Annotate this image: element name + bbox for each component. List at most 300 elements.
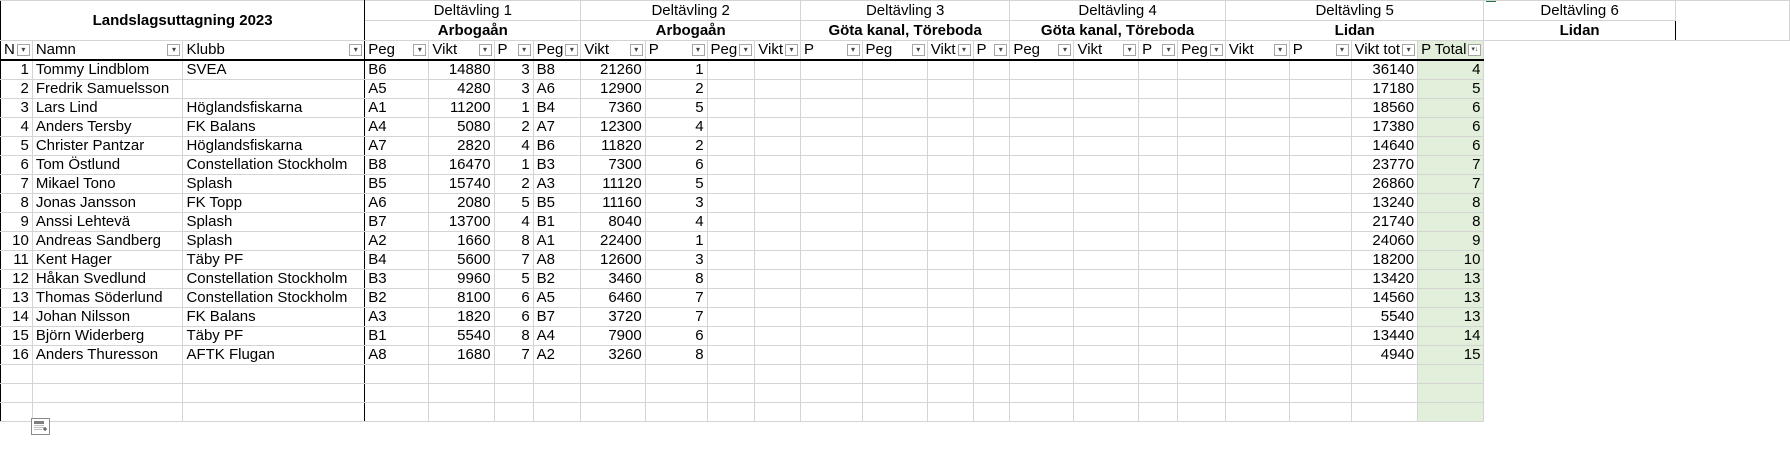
cell-vikt-1[interactable]: 11200 [429,99,494,118]
empty-cell[interactable] [494,403,533,422]
cell-nr[interactable]: 14 [1,308,33,327]
cell-vikt-6[interactable] [1225,175,1289,194]
filter-dropdown-icon[interactable]: ▾ [565,44,578,56]
empty-cell[interactable] [183,365,365,384]
table-row[interactable] [1,80,1790,99]
cell-p-total[interactable]: 13 [1418,270,1484,289]
cell-namn[interactable]: Kent Hager [32,251,183,270]
cell-p-5[interactable] [1139,232,1178,251]
cell-p-3[interactable] [800,156,862,175]
cell-peg-3[interactable] [707,156,755,175]
cell-vikt-6[interactable] [1225,80,1289,99]
cell-peg-5[interactable] [1010,251,1074,270]
cell-p-4[interactable] [973,270,1010,289]
empty-cell[interactable] [800,365,862,384]
cell-klubb[interactable]: Constellation Stockholm [183,289,365,308]
cell-peg-3[interactable] [707,137,755,156]
empty-cell[interactable] [1,384,33,403]
cell-klubb[interactable]: Höglandsfiskarna [183,99,365,118]
cell-p-2[interactable]: 3 [645,251,707,270]
cell-p-1[interactable]: 2 [494,175,533,194]
cell-p-2[interactable]: 6 [645,327,707,346]
cell-p-2[interactable]: 7 [645,308,707,327]
table-row[interactable] [1,289,1790,308]
cell-p-3[interactable] [800,327,862,346]
event-name-2[interactable]: Deltävling 2 [581,1,801,21]
empty-cell[interactable] [494,365,533,384]
table-row[interactable] [1,232,1790,251]
filter-dropdown-icon[interactable]: ▾ [847,44,860,56]
empty-cell[interactable] [1225,384,1289,403]
filter-dropdown-icon[interactable]: ▾ [785,44,798,56]
cell-p-1[interactable]: 7 [494,346,533,365]
empty-cell[interactable] [494,384,533,403]
table-row[interactable] [1,137,1790,156]
cell-p-5[interactable] [1139,60,1178,80]
cell-peg-1[interactable]: A5 [365,80,429,99]
cell-peg-4[interactable] [862,270,927,289]
table-row[interactable] [1,213,1790,232]
cell-nr[interactable]: 1 [1,60,33,80]
cell-p-1[interactable]: 1 [494,99,533,118]
quick-analysis-icon[interactable] [31,418,50,435]
empty-cell[interactable] [1,365,33,384]
cell-vikt-1[interactable]: 13700 [429,213,494,232]
cell-klubb[interactable]: SVEA [183,60,365,80]
cell-vikt-5[interactable] [1074,175,1139,194]
empty-cell[interactable] [1010,384,1074,403]
cell-peg-6[interactable] [1178,308,1226,327]
empty-cell[interactable] [1289,384,1351,403]
table-row[interactable] [1,251,1790,270]
cell-p-1[interactable]: 8 [494,327,533,346]
header-p-4[interactable] [973,41,1010,61]
filter-dropdown-icon[interactable]: ▾ [1336,44,1349,56]
cell-vikt-3[interactable] [755,308,801,327]
table-row[interactable] [1,118,1790,137]
cell-vikt-2[interactable]: 12300 [581,118,645,137]
cell-p-2[interactable]: 8 [645,346,707,365]
header-vikt-3[interactable] [755,41,801,61]
cell-vikt-3[interactable] [755,232,801,251]
cell-peg-1[interactable]: B6 [365,60,429,80]
header-p-5[interactable] [1139,41,1178,61]
cell-p-5[interactable] [1139,194,1178,213]
empty-cell[interactable] [429,384,494,403]
empty-cell[interactable] [1418,365,1484,384]
cell-peg-2[interactable]: A3 [533,175,581,194]
empty-cell[interactable] [533,365,581,384]
cell-peg-4[interactable] [862,251,927,270]
empty-cell[interactable] [1289,403,1351,422]
event-venue-2[interactable]: Arbogaån [581,21,801,41]
empty-cell[interactable] [707,365,755,384]
cell-nr[interactable]: 8 [1,194,33,213]
cell-p-6[interactable] [1289,232,1351,251]
cell-vikt-tot[interactable]: 17180 [1351,80,1418,99]
filter-dropdown-icon[interactable]: ▾ [1058,44,1071,56]
cell-p-6[interactable] [1289,118,1351,137]
cell-vikt-5[interactable] [1074,213,1139,232]
cell-peg-1[interactable]: A1 [365,99,429,118]
cell-p-1[interactable]: 7 [494,251,533,270]
empty-cell[interactable] [645,384,707,403]
cell-p-total[interactable]: 15 [1418,346,1484,365]
cell-p-3[interactable] [800,346,862,365]
cell-p-4[interactable] [973,60,1010,80]
header-p-3[interactable] [800,41,862,61]
table-row[interactable] [1,60,1790,80]
cell-klubb[interactable]: FK Topp [183,194,365,213]
empty-cell[interactable] [32,384,183,403]
empty-cell[interactable] [973,365,1010,384]
cell-vikt-tot[interactable]: 13240 [1351,194,1418,213]
cell-klubb[interactable]: Constellation Stockholm [183,270,365,289]
cell-p-3[interactable] [800,175,862,194]
cell-vikt-1[interactable]: 4280 [429,80,494,99]
cell-p-6[interactable] [1289,80,1351,99]
empty-cell[interactable] [1351,384,1418,403]
cell-peg-2[interactable]: A5 [533,289,581,308]
cell-p-5[interactable] [1139,308,1178,327]
cell-p-4[interactable] [973,99,1010,118]
cell-vikt-4[interactable] [927,156,973,175]
cell-peg-2[interactable]: B5 [533,194,581,213]
cell-namn[interactable]: Tom Östlund [32,156,183,175]
empty-cell[interactable] [800,384,862,403]
cell-peg-4[interactable] [862,213,927,232]
cell-vikt-3[interactable] [755,270,801,289]
header-nr[interactable] [1,41,33,61]
cell-peg-5[interactable] [1010,346,1074,365]
cell-peg-3[interactable] [707,175,755,194]
cell-vikt-1[interactable]: 5080 [429,118,494,137]
cell-peg-3[interactable] [707,270,755,289]
cell-peg-5[interactable] [1010,213,1074,232]
cell-peg-2[interactable]: A7 [533,118,581,137]
cell-vikt-2[interactable]: 7360 [581,99,645,118]
cell-peg-6[interactable] [1178,289,1226,308]
cell-namn[interactable]: Fredrik Samuelsson [32,80,183,99]
cell-vikt-3[interactable] [755,118,801,137]
cell-namn[interactable]: Anders Tersby [32,118,183,137]
cell-vikt-3[interactable] [755,251,801,270]
empty-cell[interactable] [365,384,429,403]
empty-cell[interactable] [183,403,365,422]
cell-peg-4[interactable] [862,99,927,118]
cell-vikt-6[interactable] [1225,270,1289,289]
cell-peg-6[interactable] [1178,327,1226,346]
event-venue-5[interactable]: Lidan [1225,21,1484,41]
empty-cell[interactable] [533,403,581,422]
cell-p-4[interactable] [973,327,1010,346]
table-row[interactable] [1,99,1790,118]
cell-p-2[interactable]: 5 [645,175,707,194]
cell-p-5[interactable] [1139,156,1178,175]
cell-vikt-2[interactable]: 7900 [581,327,645,346]
cell-vikt-6[interactable] [1225,213,1289,232]
empty-cell[interactable] [1289,365,1351,384]
event-name-6[interactable]: Deltävling 6 [1484,1,1675,21]
empty-cell[interactable] [1074,365,1139,384]
cell-peg-6[interactable] [1178,270,1226,289]
cell-p-6[interactable] [1289,99,1351,118]
cell-vikt-3[interactable] [755,194,801,213]
cell-vikt-2[interactable]: 21260 [581,60,645,80]
cell-klubb[interactable] [183,80,365,99]
header-namn[interactable] [32,41,183,61]
cell-p-2[interactable]: 2 [645,137,707,156]
cell-vikt-2[interactable]: 6460 [581,289,645,308]
empty-cell[interactable] [1351,365,1418,384]
cell-vikt-5[interactable] [1074,346,1139,365]
cell-peg-2[interactable]: A6 [533,80,581,99]
filter-dropdown-icon[interactable]: ▾ [912,44,925,56]
cell-p-3[interactable] [800,118,862,137]
cell-vikt-3[interactable] [755,156,801,175]
empty-cell[interactable] [755,365,801,384]
cell-p-4[interactable] [973,118,1010,137]
cell-peg-6[interactable] [1178,251,1226,270]
cell-peg-5[interactable] [1010,156,1074,175]
filter-dropdown-icon[interactable]: ▾ [413,44,426,56]
cell-peg-4[interactable] [862,346,927,365]
filter-dropdown-icon[interactable]: ▾ [739,44,752,56]
cell-klubb[interactable]: Höglandsfiskarna [183,137,365,156]
filter-dropdown-icon[interactable]: ▾ [1210,44,1223,56]
cell-p-2[interactable]: 7 [645,289,707,308]
cell-vikt-1[interactable]: 5540 [429,327,494,346]
empty-cell[interactable] [1178,403,1226,422]
cell-p-1[interactable]: 6 [494,308,533,327]
cell-peg-2[interactable]: A4 [533,327,581,346]
cell-p-5[interactable] [1139,213,1178,232]
empty-cell[interactable] [862,403,927,422]
cell-klubb[interactable]: Splash [183,213,365,232]
header-vikt-5[interactable] [1074,41,1139,61]
cell-namn[interactable]: Andreas Sandberg [32,232,183,251]
cell-p-3[interactable] [800,194,862,213]
cell-p-2[interactable]: 4 [645,213,707,232]
cell-peg-4[interactable] [862,289,927,308]
cell-p-1[interactable]: 2 [494,118,533,137]
cell-vikt-1[interactable]: 1820 [429,308,494,327]
event-name-4[interactable]: Deltävling 4 [1010,1,1226,21]
cell-p-3[interactable] [800,251,862,270]
cell-vikt-3[interactable] [755,99,801,118]
cell-p-2[interactable]: 5 [645,99,707,118]
cell-vikt-4[interactable] [927,270,973,289]
cell-nr[interactable]: 7 [1,175,33,194]
cell-vikt-4[interactable] [927,232,973,251]
empty-cell[interactable] [32,365,183,384]
header-p-6[interactable] [1289,41,1351,61]
cell-vikt-5[interactable] [1074,289,1139,308]
cell-vikt-tot[interactable]: 21740 [1351,213,1418,232]
filter-dropdown-icon[interactable]: ▾ [692,44,705,56]
cell-nr[interactable]: 11 [1,251,33,270]
cell-peg-5[interactable] [1010,270,1074,289]
cell-p-total[interactable]: 9 [1418,232,1484,251]
cell-vikt-tot[interactable]: 18560 [1351,99,1418,118]
table-row[interactable] [1,194,1790,213]
cell-vikt-6[interactable] [1225,346,1289,365]
cell-vikt-tot[interactable]: 4940 [1351,346,1418,365]
cell-vikt-6[interactable] [1225,289,1289,308]
filter-dropdown-icon[interactable]: ▾ [1274,44,1287,56]
filter-dropdown-icon[interactable]: ▾ [958,44,971,56]
cell-peg-3[interactable] [707,346,755,365]
cell-namn[interactable]: Jonas Jansson [32,194,183,213]
cell-peg-5[interactable] [1010,60,1074,80]
cell-p-5[interactable] [1139,251,1178,270]
totals-header-blank[interactable] [1675,1,1789,41]
cell-klubb[interactable]: AFTK Flugan [183,346,365,365]
cell-peg-4[interactable] [862,60,927,80]
cell-peg-3[interactable] [707,60,755,80]
cell-p-total[interactable]: 14 [1418,327,1484,346]
cell-peg-6[interactable] [1178,194,1226,213]
cell-peg-1[interactable]: A2 [365,232,429,251]
cell-vikt-tot[interactable]: 26860 [1351,175,1418,194]
cell-peg-4[interactable] [862,308,927,327]
cell-vikt-5[interactable] [1074,308,1139,327]
cell-vikt-6[interactable] [1225,232,1289,251]
cell-namn[interactable]: Christer Pantzar [32,137,183,156]
cell-vikt-4[interactable] [927,251,973,270]
cell-p-total[interactable]: 6 [1418,118,1484,137]
cell-peg-6[interactable] [1178,137,1226,156]
empty-cell[interactable] [365,365,429,384]
cell-peg-5[interactable] [1010,137,1074,156]
cell-peg-3[interactable] [707,289,755,308]
cell-vikt-4[interactable] [927,289,973,308]
cell-vikt-5[interactable] [1074,99,1139,118]
cell-p-total[interactable]: 13 [1418,289,1484,308]
cell-p-1[interactable]: 4 [494,213,533,232]
cell-peg-1[interactable]: A6 [365,194,429,213]
cell-peg-6[interactable] [1178,213,1226,232]
cell-peg-3[interactable] [707,194,755,213]
cell-namn[interactable]: Johan Nilsson [32,308,183,327]
cell-p-2[interactable]: 1 [645,232,707,251]
cell-vikt-6[interactable] [1225,137,1289,156]
filter-dropdown-icon[interactable]: ▾ [479,44,492,56]
cell-p-3[interactable] [800,289,862,308]
cell-vikt-2[interactable]: 11160 [581,194,645,213]
cell-peg-5[interactable] [1010,232,1074,251]
cell-peg-3[interactable] [707,308,755,327]
cell-p-6[interactable] [1289,60,1351,80]
cell-p-total[interactable]: 5 [1418,80,1484,99]
cell-peg-4[interactable] [862,175,927,194]
cell-vikt-6[interactable] [1225,99,1289,118]
cell-peg-4[interactable] [862,232,927,251]
empty-cell[interactable] [365,403,429,422]
cell-p-total[interactable]: 8 [1418,194,1484,213]
cell-p-4[interactable] [973,346,1010,365]
cell-p-1[interactable]: 6 [494,289,533,308]
cell-vikt-6[interactable] [1225,156,1289,175]
filter-dropdown-icon[interactable]: ▾ [167,44,180,56]
header-klubb[interactable] [183,41,365,61]
cell-p-4[interactable] [973,156,1010,175]
cell-vikt-tot[interactable]: 13420 [1351,270,1418,289]
cell-p-total[interactable]: 6 [1418,99,1484,118]
filter-dropdown-icon[interactable]: ▾ [349,44,362,56]
cell-vikt-4[interactable] [927,194,973,213]
cell-p-2[interactable]: 2 [645,80,707,99]
cell-nr[interactable]: 16 [1,346,33,365]
empty-cell[interactable] [1139,365,1178,384]
cell-vikt-5[interactable] [1074,232,1139,251]
cell-p-6[interactable] [1289,327,1351,346]
filter-dropdown-icon[interactable]: ▾ [630,44,643,56]
table-row[interactable] [1,308,1790,327]
cell-peg-2[interactable]: A1 [533,232,581,251]
cell-vikt-1[interactable]: 2080 [429,194,494,213]
empty-cell[interactable] [32,403,183,422]
cell-peg-4[interactable] [862,80,927,99]
empty-cell[interactable] [707,384,755,403]
cell-vikt-3[interactable] [755,346,801,365]
cell-peg-1[interactable]: B4 [365,251,429,270]
cell-peg-2[interactable]: A2 [533,346,581,365]
cell-p-2[interactable]: 4 [645,118,707,137]
cell-vikt-5[interactable] [1074,60,1139,80]
cell-vikt-tot[interactable]: 14560 [1351,289,1418,308]
cell-peg-3[interactable] [707,213,755,232]
cell-vikt-6[interactable] [1225,118,1289,137]
cell-vikt-4[interactable] [927,80,973,99]
cell-peg-3[interactable] [707,327,755,346]
empty-cell[interactable] [533,384,581,403]
cell-vikt-1[interactable]: 8100 [429,289,494,308]
cell-p-5[interactable] [1139,327,1178,346]
cell-p-4[interactable] [973,137,1010,156]
cell-p-6[interactable] [1289,175,1351,194]
cell-vikt-1[interactable]: 5600 [429,251,494,270]
cell-p-2[interactable]: 8 [645,270,707,289]
header-p-total[interactable] [1418,41,1484,61]
cell-p-4[interactable] [973,251,1010,270]
cell-peg-1[interactable]: B7 [365,213,429,232]
cell-p-2[interactable]: 6 [645,156,707,175]
cell-p-3[interactable] [800,99,862,118]
cell-p-6[interactable] [1289,308,1351,327]
event-venue-1[interactable]: Arbogaån [365,21,581,41]
empty-cell[interactable] [581,365,645,384]
cell-p-6[interactable] [1289,137,1351,156]
empty-row[interactable] [1,365,1790,384]
cell-vikt-4[interactable] [927,118,973,137]
cell-peg-1[interactable]: A4 [365,118,429,137]
empty-cell[interactable] [1178,384,1226,403]
cell-p-total[interactable]: 10 [1418,251,1484,270]
cell-peg-3[interactable] [707,232,755,251]
header-vikt-4[interactable] [927,41,973,61]
cell-vikt-6[interactable] [1225,251,1289,270]
cell-nr[interactable]: 10 [1,232,33,251]
cell-klubb[interactable]: FK Balans [183,308,365,327]
cell-peg-4[interactable] [862,156,927,175]
header-vikt-2[interactable] [581,41,645,61]
empty-cell[interactable] [862,365,927,384]
cell-p-3[interactable] [800,80,862,99]
cell-vikt-5[interactable] [1074,194,1139,213]
empty-cell[interactable] [707,403,755,422]
cell-vikt-1[interactable]: 16470 [429,156,494,175]
